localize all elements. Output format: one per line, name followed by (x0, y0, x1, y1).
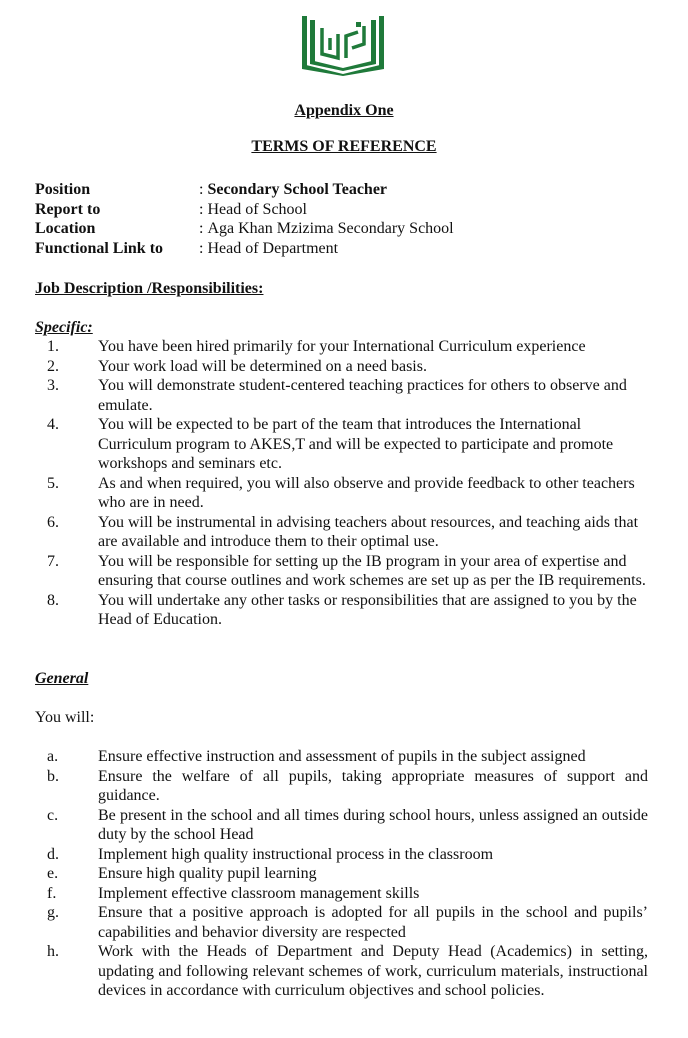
list-marker: 2. (47, 357, 59, 375)
info-label: Position (35, 181, 91, 198)
list-item (35, 884, 648, 904)
list-text: Implement high quality instructional process in the classroom (98, 845, 494, 863)
list-text: Ensure high quality pupil learning (98, 865, 317, 882)
list-text: You will be expected to be part of the team that introduces the International Curriculum program to AKES,T and will be expected to participate and promote workshops and seminars etc. (98, 416, 614, 472)
specific-heading: Specific: (35, 319, 93, 336)
info-row-report-to (35, 200, 655, 220)
list-text: You have been hired primarily for your International Curriculum experience (98, 338, 586, 355)
list-marker: 3. (47, 377, 59, 394)
list-marker: d. (47, 845, 59, 863)
list-marker: 6. (47, 513, 59, 531)
list-marker: f. (47, 884, 57, 902)
list-marker: g. (47, 904, 59, 921)
list-marker: 8. (47, 591, 59, 609)
list-marker: c. (47, 806, 59, 824)
info-value: Secondary School Teacher (207, 181, 388, 198)
colon: : (199, 200, 204, 218)
colon: : (199, 239, 204, 257)
appendix-title: Appendix One (294, 102, 394, 119)
general-heading: General (35, 670, 89, 687)
list-item (35, 806, 648, 845)
list-text: As and when required, you will also observe and provide feedback to other teachers who are in need. (98, 474, 635, 511)
school-emblem-icon (300, 14, 386, 76)
list-item (35, 903, 648, 942)
list-marker: e. (47, 865, 59, 882)
list-item (35, 747, 648, 767)
list-text: Be present in the school and all times during school hours, unless assigned an outside duty by the school Head (98, 806, 648, 843)
list-text: Ensure that a positive approach is adopted for all pupils in the school and pupils’ capabilities and behavior diversity are respected (98, 904, 648, 941)
info-label: Report to (35, 200, 101, 218)
list-item (35, 474, 648, 513)
colon: : (199, 181, 204, 198)
list-marker: h. (47, 943, 59, 960)
list-item (35, 591, 648, 630)
info-value: Aga Khan Mzizima Secondary School (207, 220, 454, 237)
list-text: You will undertake any other tasks or responsibilities that are assigned to you by the Head of Education. (98, 591, 637, 628)
list-item (35, 864, 648, 884)
info-value: Head of Department (207, 239, 339, 257)
list-item (35, 337, 648, 357)
general-list (35, 747, 648, 1001)
list-text: You will demonstrate student-centered teaching practices for others to observe and emulate. (98, 377, 627, 414)
list-item (35, 942, 648, 1001)
list-text: Ensure the welfare of all pupils, taking appropriate measures of support and guidance. (98, 767, 648, 804)
colon: : (199, 220, 204, 237)
list-text: You will be instrumental in advising teachers about resources, and teaching aids that are available and introduce them to their optimal use. (98, 513, 639, 550)
info-row-functional-link (35, 239, 655, 259)
list-text: You will be responsible for setting up the IB program in your area of expertise and ensuring that course outlines and work schemes are set up as per the IB requirements. (98, 552, 646, 589)
info-label: Functional Link to (35, 239, 164, 257)
list-marker: 1. (47, 338, 59, 355)
position-info-table (35, 180, 655, 258)
list-text: Your work load will be determined on a need basis. (98, 357, 427, 375)
list-item (35, 357, 648, 377)
info-row-location (35, 219, 655, 239)
info-label: Location (35, 220, 96, 237)
list-marker: 7. (47, 552, 59, 570)
list-text: Ensure effective instruction and assessment of pupils in the subject assigned (98, 748, 586, 765)
list-text: Implement effective classroom management skills (98, 884, 420, 902)
list-item (35, 845, 648, 865)
list-marker: 5. (47, 474, 59, 492)
terms-of-reference-title: TERMS OF REFERENCE (251, 138, 437, 155)
list-item (35, 415, 648, 474)
list-marker: 4. (47, 416, 59, 433)
info-row-position (35, 180, 655, 200)
specific-list (35, 337, 648, 630)
list-item (35, 376, 648, 415)
list-marker: a. (47, 748, 59, 765)
job-description-heading: Job Description /Responsibilities: (35, 280, 264, 297)
list-marker: b. (47, 767, 59, 785)
list-item (35, 767, 648, 806)
info-value: Head of School (207, 200, 307, 218)
list-item (35, 552, 648, 591)
general-intro: You will: (35, 709, 95, 726)
list-text: Work with the Heads of Department and Deputy Head (Academics) in setting, updating and following relevant schemes of work, curriculum materials, instructional devices in accordance with curriculum objectives and school policies. (98, 943, 648, 999)
list-item (35, 513, 648, 552)
